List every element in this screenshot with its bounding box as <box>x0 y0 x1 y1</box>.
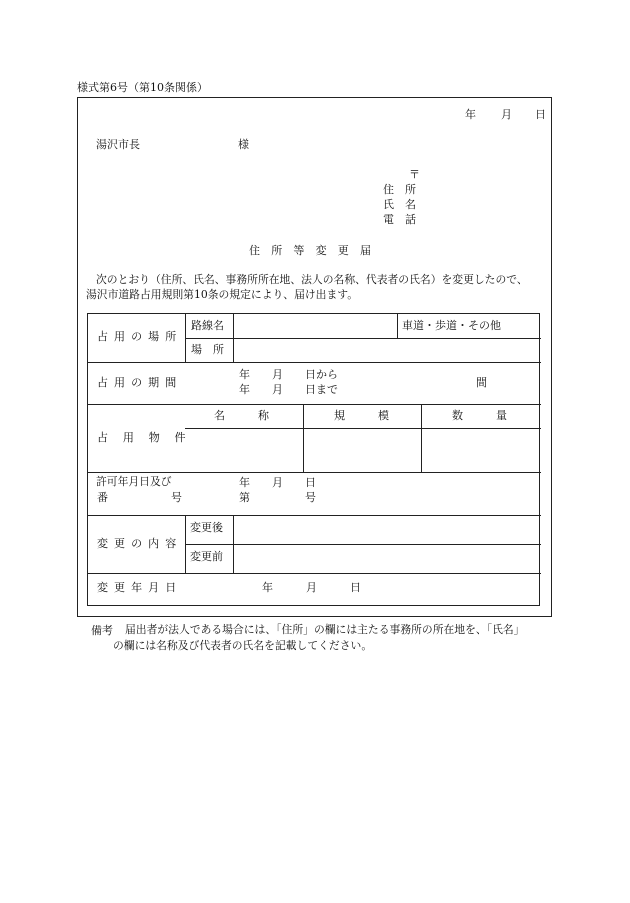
permit-number: 第 号 <box>239 491 316 504</box>
postal-mark: 〒 <box>409 168 420 181</box>
note-line-1: 届出者が法人である場合には、「住所」の欄には主たる事務所の所在地を、「氏名」 <box>125 623 525 636</box>
place-label: 占用の場所 <box>97 330 183 343</box>
period-label: 占用の期間 <box>97 376 183 389</box>
addressee-name: 湯沢市長 <box>96 138 140 151</box>
date-year: 年 <box>465 108 476 121</box>
permit-date: 年 月 日 <box>239 476 316 489</box>
change-label: 変更の内容 <box>97 537 183 550</box>
objects-col-name: 名 称 <box>214 409 269 422</box>
phone-label: 電 話 <box>383 213 416 226</box>
note-head: 備考 <box>91 624 113 637</box>
objects-col-quantity: 数 量 <box>452 409 507 422</box>
intro-line-2: 湯沢市道路占用規則第10条の規定により、届け出ます。 <box>86 288 358 301</box>
route-label: 路線名 <box>191 319 224 332</box>
address-label: 住 所 <box>383 183 416 196</box>
note-line-2: の欄には名称及び代表者の氏名を記載してください。 <box>113 639 373 652</box>
permit-label-line-1: 許可年月日及び <box>96 475 172 488</box>
objects-col-scale: 規 模 <box>334 409 389 422</box>
route-options: 車道・歩道・その他 <box>402 319 501 332</box>
change-date-label: 変更年月日 <box>97 581 183 594</box>
change-after-label: 変更後 <box>190 521 223 534</box>
period-unit: 間 <box>476 376 487 389</box>
change-before-label: 変更前 <box>190 550 223 563</box>
permit-label-line-2a: 番 <box>97 491 108 504</box>
form-number-label: 様式第6号（第10条関係） <box>77 81 208 94</box>
document-title: 住 所 等 変 更 届 <box>249 244 375 257</box>
date-day: 日 <box>535 108 546 121</box>
site-label: 場 所 <box>191 343 224 356</box>
addressee-honorific: 様 <box>238 138 249 151</box>
intro-line-1: 次のとおり（住所、氏名、事務所所在地、法人の名称、代表者の氏名）を変更したので、 <box>96 273 528 286</box>
period-to: 年 月 日まで <box>239 383 338 396</box>
permit-label-line-2b: 号 <box>171 491 182 504</box>
objects-label: 占用物件 <box>97 431 201 444</box>
application-table <box>87 313 540 606</box>
name-label: 氏 名 <box>383 198 416 211</box>
date-month: 月 <box>501 108 512 121</box>
change-date-value: 年 月 日 <box>262 581 361 594</box>
period-from: 年 月 日から <box>239 368 338 381</box>
